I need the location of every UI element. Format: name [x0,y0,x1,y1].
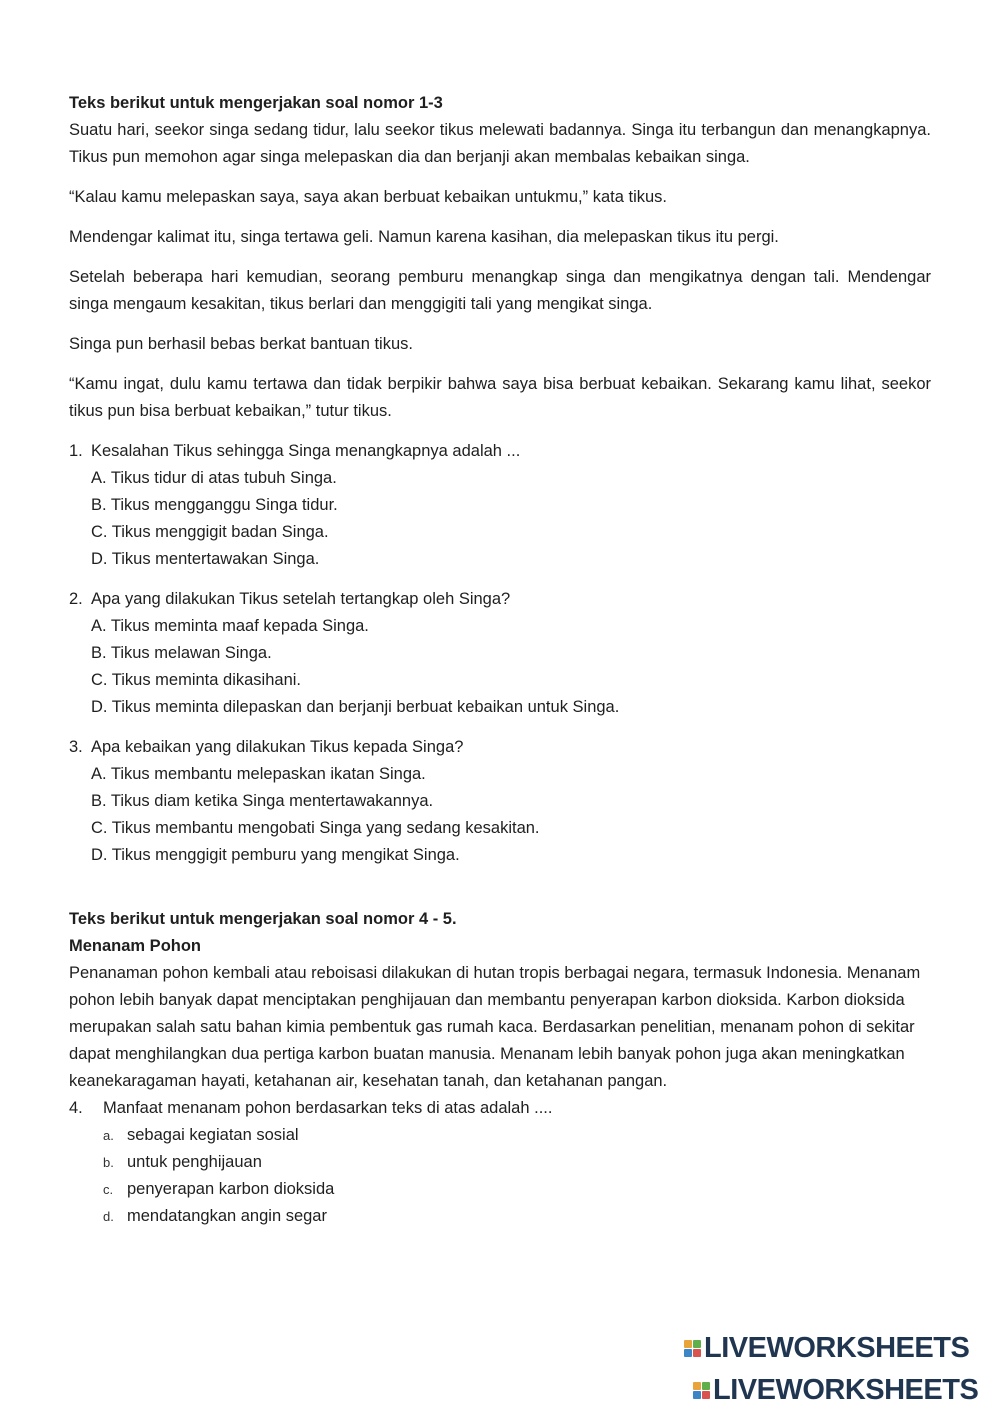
answer-option[interactable]: D. Tikus mentertawakan Singa. [91,550,320,568]
passage1-paragraph: Setelah beberapa hari kemudian, seorang pemburu menangkap singa dan mengikatnya dengan tali. Mendengar singa mengaum kesakitan, tikus berlari dan menggigiti tali yang mengikat singa. [69,268,931,313]
passage1-paragraph: Singa pun berhasil bebas berkat bantuan tikus. [69,335,413,353]
answer-option[interactable] [103,1122,931,1149]
answer-option[interactable]: C. Tikus menggigit badan Singa. [91,523,329,541]
answer-option[interactable]: A. Tikus tidur di atas tubuh Singa. [91,469,337,487]
question-text: Manfaat menanam pohon berdasarkan teks di atas adalah .... [103,1099,553,1117]
answer-option[interactable]: A. Tikus membantu melepaskan ikatan Singa. [91,765,426,783]
liveworksheets-mark-icon [693,1382,710,1399]
answer-option[interactable] [103,1176,931,1203]
option-letter: b. [103,1155,114,1170]
question-2 [69,586,931,721]
passage1-paragraph: Mendengar kalimat itu, singa tertawa geli. Namun karena kasihan, dia melepaskan tikus itu pergi. [69,228,779,246]
passage1-heading: Teks berikut untuk mengerjakan soal nomor 1-3 [69,94,443,112]
liveworksheets-mark-icon [684,1340,701,1357]
question-4 [69,1095,931,1230]
logo-text: LIVEWORKSHEETS [713,1374,979,1406]
option-letter: c. [103,1182,114,1197]
option-text: penyerapan karbon dioksida [127,1180,335,1198]
answer-option[interactable]: B. Tikus mengganggu Singa tidur. [91,496,338,514]
question-number: 2. [69,590,83,608]
answer-option[interactable]: B. Tikus melawan Singa. [91,644,272,662]
option-letter: d. [103,1209,114,1224]
question-number: 3. [69,738,83,756]
question-number: 1. [69,442,83,460]
option-letter: a. [103,1128,114,1143]
liveworksheets-logo [684,1332,969,1365]
answer-option[interactable]: A. Tikus meminta maaf kepada Singa. [91,617,369,635]
section-spacer [69,882,931,906]
passage1-paragraph: “Kalau kamu melepaskan saya, saya akan berbuat kebaikan untukmu,” kata tikus. [69,188,667,206]
answer-option[interactable]: D. Tikus meminta dilepaskan dan berjanji berbuat kebaikan untuk Singa. [91,698,620,716]
answer-option[interactable] [103,1203,931,1230]
question-text: Apa kebaikan yang dilakukan Tikus kepada Singa? [91,738,464,756]
answer-option[interactable] [103,1149,931,1176]
question-text: Apa yang dilakukan Tikus setelah tertangkap oleh Singa? [91,590,511,608]
answer-option[interactable]: C. Tikus membantu mengobati Singa yang sedang kesakitan. [91,819,540,837]
option-text: sebagai kegiatan sosial [127,1126,299,1144]
question-1 [69,438,931,573]
question-3 [69,734,931,869]
answer-option[interactable]: B. Tikus diam ketika Singa mentertawakannya. [91,792,434,810]
worksheet-content [69,90,931,1243]
passage1-paragraph: Suatu hari, seekor singa sedang tidur, lalu seekor tikus melewati badannya. Singa itu terbangun dan menangkapnya. Tikus pun memohon agar singa melepaskan dia dan berjanji akan membalas kebaikan singa. [69,121,931,166]
logo-text: LIVEWORKSHEETS [704,1332,970,1364]
passage2-paragraph: Penanaman pohon kembali atau reboisasi dilakukan di hutan tropis berbagai negara, termasuk Indonesia. Menanam pohon lebih banyak dapat menciptakan penghijauan dan membantu penyerapan karbon dioksida. Karbon dioksida merupakan salah satu bahan kimia pembentuk gas rumah kaca. Berdasarkan penelitian, menanam pohon di sekitar dapat menghilangkan dua pertiga karbon buatan manusia. Menanam lebih banyak pohon juga akan meningkatkan keanekaragaman hayati, ketahanan air, kesehatan tanah, dan ketahanan pangan. [69,964,921,1090]
question-number: 4. [69,1099,83,1117]
answer-option[interactable]: D. Tikus menggigit pemburu yang mengikat Singa. [91,846,460,864]
option-text: untuk penghijauan [127,1153,262,1171]
passage2-title: Menanam Pohon [69,937,202,955]
question-text: Kesalahan Tikus sehingga Singa menangkapnya adalah ... [91,442,521,460]
passage-2 [69,906,931,1095]
passage2-heading: Teks berikut untuk mengerjakan soal nomor 4 - 5. [69,910,457,928]
passage1-paragraph: “Kamu ingat, dulu kamu tertawa dan tidak berpikir bahwa saya bisa berbuat kebaikan. Sekarang kamu lihat, seekor tikus pun bisa berbuat kebaikan,” tutur tikus. [69,375,931,420]
option-text: mendatangkan angin segar [127,1207,327,1225]
answer-option[interactable]: C. Tikus meminta dikasihani. [91,671,301,689]
liveworksheets-logo [693,1374,978,1407]
